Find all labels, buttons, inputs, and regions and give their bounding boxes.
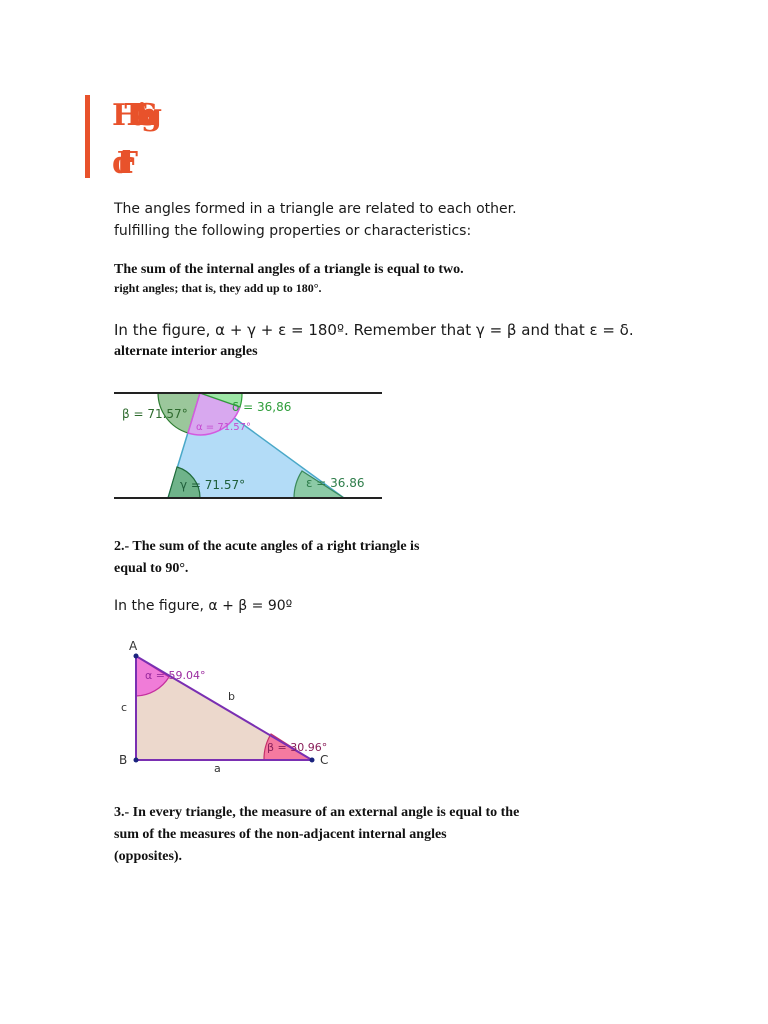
intro-paragraph xyxy=(114,198,517,242)
property-3-line-3: (opposites). xyxy=(114,849,183,864)
heading-accent-bar xyxy=(85,95,90,178)
beta-label-2: β = 30.96° xyxy=(267,741,328,754)
vertex-b-point xyxy=(134,758,139,763)
alpha-label: α = 71.57° xyxy=(196,422,251,433)
property-3-line-1: 3.- In every triangle, the measure of an external angle is equal to the xyxy=(114,805,520,820)
property-2-line-1: 2.- The sum of the acute angles of a right triangle is xyxy=(114,539,420,554)
vertex-c-point xyxy=(310,758,315,763)
property-1-heading xyxy=(114,261,464,298)
side-b-label: b xyxy=(228,690,235,703)
intro-line-1: The angles formed in a triangle are related to each other. xyxy=(114,201,517,217)
delta-label: δ = 36,86 xyxy=(232,400,292,414)
vertex-a-point xyxy=(134,654,139,659)
property-2-figure-note: In the figure, α + β = 90º xyxy=(114,598,293,614)
side-a-label: a xyxy=(214,762,221,775)
property-2-heading xyxy=(114,536,419,580)
side-c-label: c xyxy=(121,701,128,714)
epsilon-label: ε = 36.86 xyxy=(306,476,365,490)
heading-line-1: HTAS iang xyxy=(112,98,147,133)
property-1-figure-note: In the figure, α + γ + ε = 180º. Remember that γ = β and that ε = δ. xyxy=(114,321,634,339)
vertex-b-label: B xyxy=(119,753,128,767)
property-1-line-2: right angles; that is, they add up to 180°. xyxy=(114,281,322,295)
property-3-line-2: sum of the measures of the non-adjacent internal angles xyxy=(114,827,447,842)
vertex-c-label: C xyxy=(320,753,329,767)
property-3-heading xyxy=(114,802,519,868)
property-2-line-2: equal to 90°. xyxy=(114,561,189,576)
intro-line-2: fulfilling the following properties or characteristics: xyxy=(114,223,472,239)
figure-right-triangle xyxy=(114,636,344,776)
page-heading xyxy=(112,92,202,188)
figure-parallel-lines-triangle xyxy=(114,382,384,502)
alternate-interior-angles-term: alternate interior angles xyxy=(114,344,258,359)
gamma-label: γ = 71.57° xyxy=(180,478,246,492)
heading-line-2: drF xyxy=(112,146,123,181)
property-1-line-1: The sum of the internal angles of a triangle is equal to two. xyxy=(114,262,464,277)
beta-label: β = 71.57° xyxy=(122,407,188,421)
vertex-a-label: A xyxy=(129,639,138,653)
alpha-label-2: α = 59.04° xyxy=(145,669,206,682)
